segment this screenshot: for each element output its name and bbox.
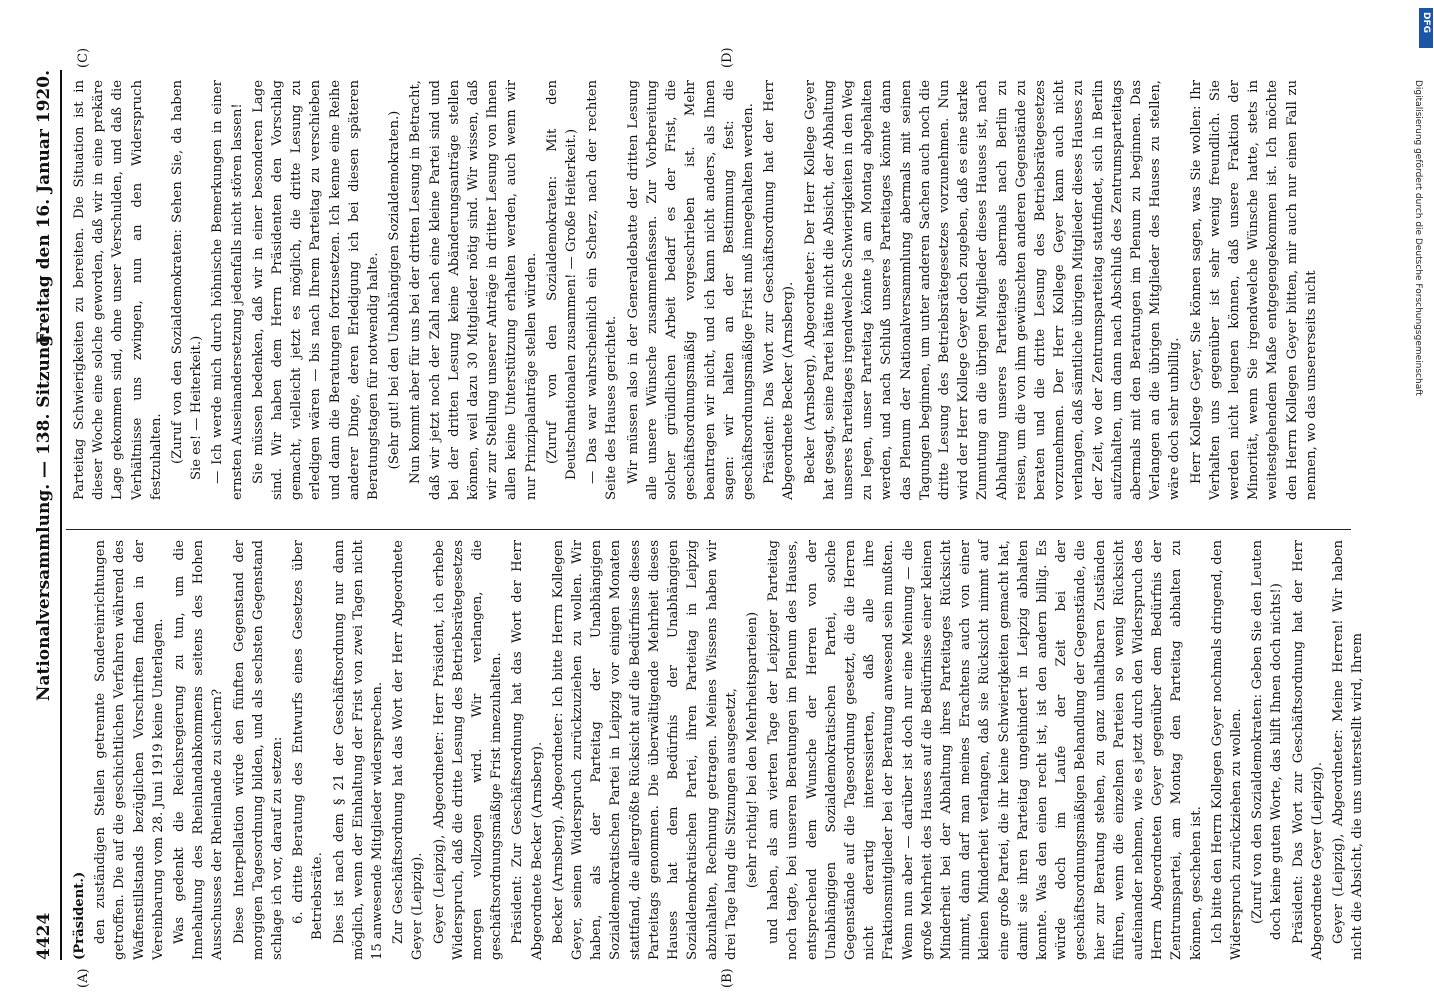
- column-rule: [66, 529, 1351, 530]
- paragraph: und haben, als am vierten Tage der Leipziger Parteitag noch tagte, bei unseren Beratungen im Plenum des Hauses, entsprechend dem Wunsche der Herren von der Unabhängigen Sozialdemokratischen Partei, solche Gegenstände auf die Tagesordnung gesetzt, die die Herren nicht derartig interessierten, daß alle ihre Fraktionsmitglieder bei der Beratung anwesend sein mußten. Wenn nun aber — darüber ist doch nur eine Meinung — die große Mehrheit des Hauses auf die Bedürfnisse einer kleinen Minderheit bei der Abhaltung ihres Parteitages Rücksicht nimmt, dann darf man meines Erachtens auch von einer kleinen Minderheit verlangen, daß sie Rücksicht nimmt auf eine große Partei, die ihr keine Schwierigkeiten gemacht hat, damit sie ihren Parteitag ungehindert in Leipzig abhalten konnte. Was den einen recht ist, ist den andern billig. Es würde doch im Laufe der Zeit bei der geschäftsordnungsmäßigen Behandlung der Gegenstände, die hier zur Beratung stehen, zu ganz unhaltbaren Zuständen führen, wenn die einzelnen Parteien so wenig Rücksicht aufeinander nehmen, wie es jetzt durch den Widerspruch des Herrn Abgeordneten Geyer gegenüber dem Bedürfnis der Zentrumspartei, am Montag den Parteitag abhalten zu können, geschehen ist.: [766, 540, 1204, 960]
- paragraph: Geyer (Leipzig), Abgeordneter: Meine Herren! Wir haben nicht die Absicht, die uns unterstellt wird, Ihrem: [1331, 540, 1366, 960]
- dfg-logo-text: DFG: [1421, 12, 1431, 34]
- paragraph: Präsident: Das Wort zur Geschäftsordnung hat der Herr Abgeordnete Becker (Arnsberg).: [762, 80, 797, 500]
- margin-mark-b: (B): [720, 968, 735, 988]
- paragraph: Becker (Arnsberg), Abgeordneter: Der Herr Kollege Geyer hat gesagt, seine Partei hätte nicht die Absicht, der Abhaltung unseres Parteitages irgendwelche Schwierigkeiten in den Weg zu legen, unser Parteitag könnte ja am Montag abgehalten werden, und nach Schluß unseres Parteitages könnte dann das Plenum der Nationalversammlung abermals mit seinen Tagungen beginnen, um unter anderen Sachen auch noch die dritte Lesung des Betriebsrätegesetzes vorzunehmen. Nun wird der Herr Kollege Geyer doch zugeben, daß es eine starke Zumutung an die übrigen Mitglieder dieses Hauses ist, nach Abhaltung unseres Parteitages abermals nach Berlin zu reisen, um die von ihm gewünschten anderen Gegenstände zu beraten und die dritte Lesung des Betriebsrätegesetzes vorzunehmen. Der Herr Kollege Geyer kann auch nicht verlangen, daß sämtliche übrigen Mitglieder dieses Hauses zu der Zeit, wo der Zentrumsparteitag stattfindet, sich in Berlin aufzuhalten, um dann nach Abschluß des Zentrumsparteitags abermals mit den Beratungen im Plenum zu beginnen. Das Verlangen an die übrigen Mitglieder des Hauses zu stellen, wäre doch sehr unbillig.: [802, 80, 1183, 500]
- paragraph: 6. dritte Beratung des Entwurfs eines Gesetzes über Betriebsräte.: [291, 540, 326, 940]
- paragraph: Wir müssen also in der Generaldebatte der dritten Lesung alle unsere Wünsche zusammenfassen. Zur Vorbereitung solcher gründlichen Arbeit bedarf es der Frist, die geschäftsordnungsmäßig vorgeschrieben ist. Mehr beantragen wir nicht, und ich kann nicht anders, als Ihnen sagen: wir halten an der Bestimmung fest: die geschäftsordnungsmäßige Frist muß innegehalten werden.: [625, 80, 756, 500]
- paragraph: Dies ist nach dem § 21 der Geschäftsordnung nur dann möglich, wenn der Einhaltung der Frist von zwei Tagen nicht 15 anwesende Mitglieder widersprechen.: [331, 540, 386, 960]
- header-date: Freitag den 16. Januar 1920.: [34, 70, 54, 345]
- digitization-note: Digitalisierung gefördert durch die Deutsche Forschungsgemeinschaft: [1413, 80, 1423, 396]
- page-number: 4424: [34, 912, 54, 960]
- paragraph: (sehr richtig! bei den Mehrheitsparteien): [744, 611, 760, 889]
- paragraph: Präsident: Zur Geschäftsordnung hat das Wort der Herr Abgeordnete Becker (Arnsberg).: [510, 540, 545, 960]
- margin-mark-a: (A): [76, 968, 91, 988]
- paragraph: den zuständigen Stellen getrennte Sondereinrichtungen getroffen. Die auf die geschichtlichen Verfahren während des Waffenstillstands bezüglichen Vorschriften finden in der Vereinbarung vom 28. Juni 1919 keine Unterlagen.: [93, 540, 166, 960]
- digitization-credit: [1406, 20, 1428, 980]
- paragraph: Becker (Arnsberg), Abgeordneter: Ich bitte Herrn Kollegen Geyer, seinen Widerspruch zurückzuziehen zu wollen. Wir haben, als der Parteitag der Unabhängigen Sozialdemokratischen Partei in Leipzig vor einigen Monaten stattfand, die allergrößte Rücksicht auf die Bedürfnisse dieses Parteitags genommen. Die überwältigende Mehrheit dieses Hauses hat dem Bedürfnis der Unabhängigen Sozialdemokratischen Partei, ihren Parteitag in Leipzig abzuhalten, Rechnung getragen. Meines Wissens haben wir drei Tage lang die Sitzungen ausgesetzt,: [550, 540, 739, 960]
- rotated-text-page: [0, 40, 1366, 1000]
- paragraph: (Zuruf von den Sozialdemokraten: Geben Sie den Leuten doch keine guten Worte, das hilft Ihnen doch nichts!): [1250, 540, 1285, 940]
- margin-mark-c: (C): [76, 47, 91, 68]
- paragraph: Herr Kollege Geyer, Sie können sagen, was Sie wollen: Ihr Verhalten uns gegenüber ist sehr wenig freundlich. Sie werden nicht leugnen können, daß unsere Fraktion der Minorität, wenn Sie irgendwelche Wünsche hatte, stets in weitestgehendem Maße entgegengekommen ist. Ich möchte den Herrn Kollegen Geyer bitten, mir auch nur einen Fall zu nennen, wo das unsererseits nicht: [1188, 80, 1319, 500]
- paragraph: Diese Interpellation würde den fünften Gegenstand der morgigen Tagesordnung bilden, und als sechsten Gegenstand schlage ich vor, darauf zu setzen:: [231, 540, 286, 960]
- left-column: [70, 540, 1366, 960]
- paragraph: (Sehr gut! bei den Unabhängigen Sozialdemokraten.): [387, 110, 403, 470]
- paragraph: Parteitag Schwierigkeiten zu bereiten. Die Situation ist in dieser Woche eine solche geworden, daß wir in eine prekäre Lage gekommen sind, ohne unser Verschulden, und daß die Verhältnisse uns zwingen, nun an den Widerspruch festzuhalten.: [72, 80, 164, 500]
- paragraph: Was gedenkt die Reichsregierung zu tun, um die Innehaltung des Rheinlandabkommens seitens des Hohen Ausschusses der Rheinlande zu sichern?: [172, 540, 226, 960]
- paragraph: — Das war wahrscheinlich ein Scherz, nach der rechten Seite des Hauses gerichtet.: [585, 80, 620, 500]
- paragraph: Präsident: Das Wort zur Geschäftsordnung hat der Herr Abgeordnete Geyer (Leipzig).: [1290, 540, 1325, 960]
- paragraph: (Präsident.): [72, 871, 87, 960]
- right-column: [70, 80, 1340, 500]
- paragraph: (Zuruf von den Sozialdemokraten: Mit den Deutschnationalen zusammen! — Große Heiterkeit.): [544, 80, 580, 480]
- paragraph: (Zuruf von den Sozialdemokraten: Sehen Sie, da haben Sie es! — Heiterkeit.): [170, 80, 205, 480]
- paragraph: Zur Geschäftsordnung hat das Wort der Herr Abgeordnete Geyer (Leipzig).: [391, 540, 426, 960]
- running-header: [30, 70, 62, 960]
- paragraph: — Ich werde mich durch höhnische Bemerkungen in einer ernsten Auseinandersetzung jedenfalls nicht stören lassen!: [210, 80, 245, 500]
- paragraph: Ich bitte den Herrn Kollegen Geyer nochmals dringend, den Widerspruch zurückziehen zu wollen.: [1209, 540, 1244, 960]
- header-rule: [60, 70, 62, 960]
- paragraph: Nun kommt aber für uns bei der dritten Lesung in Betracht, daß wir jetzt noch der Zahl nach eine kleine Partei sind und bei der dritten Lesung keine Abänderungsanträge stellen können, weil dazu 30 Mitglieder nötig sind. Wir wissen, daß wir zur Stellung unserer Anträge in dritter Lesung von Ihnen allen keine Unterstützung erhalten werden, auch wenn wir nur Prinzipalanträge stellen würden.: [408, 80, 539, 500]
- paragraph: Sie müssen bedenken, daß wir in einer besonderen Lage sind. Wir haben dem Herrn Präsidenten den Vorschlag gemacht, vielleicht jetzt es möglich, die dritte Lesung zu erledigen wären — bis nach Ihrem Parteitag zu verschieben und dann die Beratungen fortzusetzen. Ich kenne eine Reihe anderer Dinge, deren Erledigung ich bei diesen späteren Beratungstagen für notwendig halte.: [250, 80, 382, 500]
- header-title: Nationalversammlung. — 138. Sitzung.: [34, 328, 54, 702]
- paragraph: Geyer (Leipzig), Abgeordneter: Herr Präsident, ich erhebe Widerspruch, daß die dritte Lesung des Betriebsrätegesetzes morgen vollzogen wird. Wir verlangen, die geschäftsordnungsmäßige Frist innezuhalten.: [431, 540, 505, 960]
- margin-mark-d: (D): [720, 47, 735, 68]
